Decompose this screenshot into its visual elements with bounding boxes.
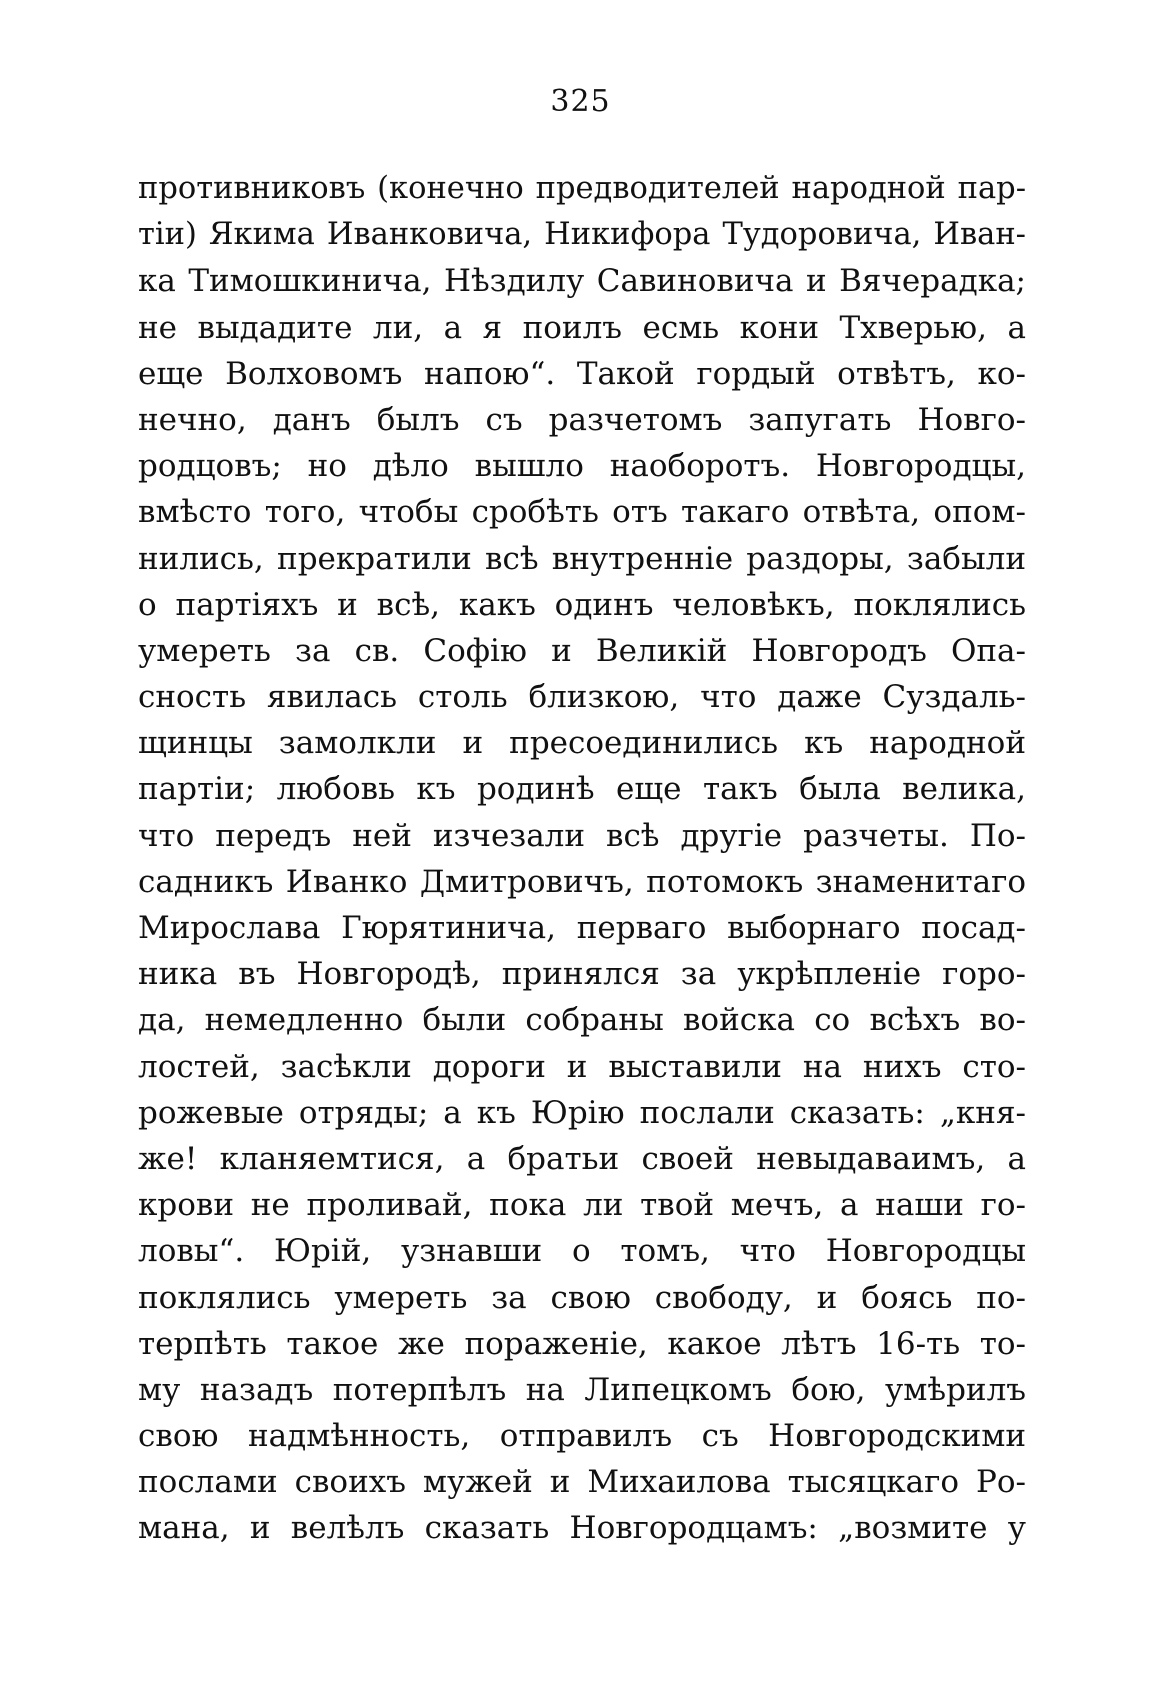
text-line: противниковъ (конечно предводителей народной пар-	[138, 171, 1026, 206]
text-line: послами своихъ мужей и Михаилова тысяцкаго Ро-	[138, 1464, 1026, 1501]
text-line: ка Тимошкинича, Нѣздилу Савиновича и Вячерадка;	[138, 263, 1026, 300]
text-line: щинцы замолкли и пресоединились къ народной	[138, 725, 1026, 762]
text-line: Мирослава Гюрятинича, перваго выборнаго посад-	[138, 910, 1026, 946]
text-line: да, немедленно были собраны войска со всѣхъ во-	[138, 1002, 1026, 1039]
text-line: мана, и велѣлъ сказать Новгородцамъ: „возмите у	[138, 1510, 1026, 1547]
text-line: терпѣть такое же пораженіе, какое лѣтъ 16-ть то-	[138, 1325, 1026, 1362]
text-line: родцовъ; но дѣло вышло наоборотъ. Новгородцы,	[138, 448, 1026, 485]
text-line: что передъ ней изчезали всѣ другіе разчеты. По-	[138, 817, 1026, 854]
text-line: ника въ Новгородѣ, принялся за укрѣпленіе горо-	[138, 956, 1026, 993]
text-line: крови не проливай, пока ли твой мечъ, а наши го-	[138, 1187, 1026, 1224]
text-line: му назадъ потерпѣлъ на Липецкомъ бою, умѣрилъ	[138, 1371, 1026, 1408]
text-line: партіи; любовь къ родинѣ еще такъ была велика,	[138, 771, 1026, 808]
text-line: поклялись умереть за свою свободу, и боясь по-	[138, 1279, 1026, 1316]
page-number: 325	[550, 84, 611, 119]
text-line: ловы“. Юрій, узнавши о томъ, что Новгородцы	[138, 1233, 1026, 1270]
text-line: нечно, данъ былъ съ разчетомъ запугать Новго-	[138, 401, 1026, 438]
text-line: рожевые отряды; а къ Юрію послали сказать: „кня-	[138, 1094, 1026, 1131]
text-line: садникъ Иванко Дмитровичъ, потомокъ знаменитаго	[138, 863, 1026, 900]
text-line: о партіяхъ и всѣ, какъ одинъ человѣкъ, поклялись	[138, 586, 1026, 623]
text-line: тіи) Якима Иванковича, Никифора Тудоровича, Иван-	[138, 217, 1026, 253]
text-line: вмѣсто того, чтобы сробѣть отъ такаго отвѣта, опом-	[138, 494, 1026, 531]
text-line: умереть за св. Софію и Великій Новгородъ Опа-	[138, 632, 1026, 669]
text-line: же! кланяемтися, а братьи своей невыдаваимъ, а	[138, 1140, 1026, 1177]
text-line: еще Волховомъ напою“. Такой гордый отвѣтъ, ко-	[138, 355, 1026, 392]
text-line: лостей, засѣкли дороги и выставили на нихъ сто-	[138, 1048, 1026, 1085]
text-line: нились, прекратили всѣ внутренніе раздоры, забыли	[138, 540, 1026, 577]
text-line: не выдадите ли, а я поилъ есмь кони Тхверью, а	[138, 309, 1026, 346]
text-line: сность явилась столь близкою, что даже Суздаль-	[138, 679, 1026, 716]
text-line: свою надмѣнность, отправилъ съ Новгородскими	[138, 1418, 1026, 1455]
body-text	[138, 166, 1026, 1552]
